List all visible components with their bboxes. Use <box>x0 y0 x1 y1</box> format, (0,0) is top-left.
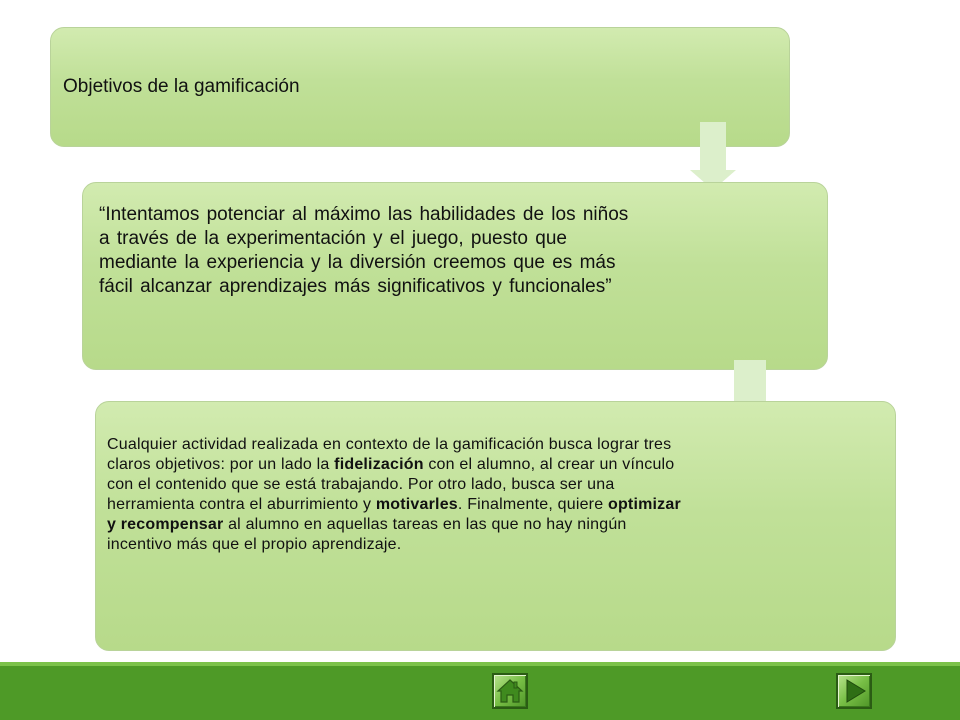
step-box-quote <box>82 182 828 370</box>
home-icon <box>494 675 526 707</box>
play-right-icon <box>838 675 870 707</box>
highlight-motivarles: motivarles <box>375 496 458 513</box>
step-box-description <box>95 401 896 651</box>
description-text: Cualquier actividad realizada en contexto de la gamificación busca lograr tres claros objetivos: por un lado la fidelización con el alumno, al crear un vínculo con el contenido que se está trabajando. Por otro lado, busca ser una herramienta contra el aburrimiento y motivarles. Finalmente, quiere optimizar y recompensar al alumno en aquellas tareas en las que no hay ningún incentivo más que el propio aprendizaje. <box>107 436 681 553</box>
highlight-optimizar: optimizar y recompensar <box>107 496 681 533</box>
quote-text: “Intentamos potenciar al máximo las habilidades de los niños a través de la experimentación y el juego, puesto que mediante la experiencia y la diversión creemos que es más fácil alcanzar aprendizajes más significativos y funcionales” <box>99 204 629 297</box>
next-button[interactable] <box>836 673 872 709</box>
footer-bar <box>0 662 960 720</box>
highlight-fidelizacion: fidelización <box>334 456 424 473</box>
title-text: Objetivos de la gamificación <box>63 76 300 97</box>
home-button[interactable] <box>492 673 528 709</box>
footer-divider <box>0 662 960 666</box>
step-box-title <box>50 27 790 147</box>
